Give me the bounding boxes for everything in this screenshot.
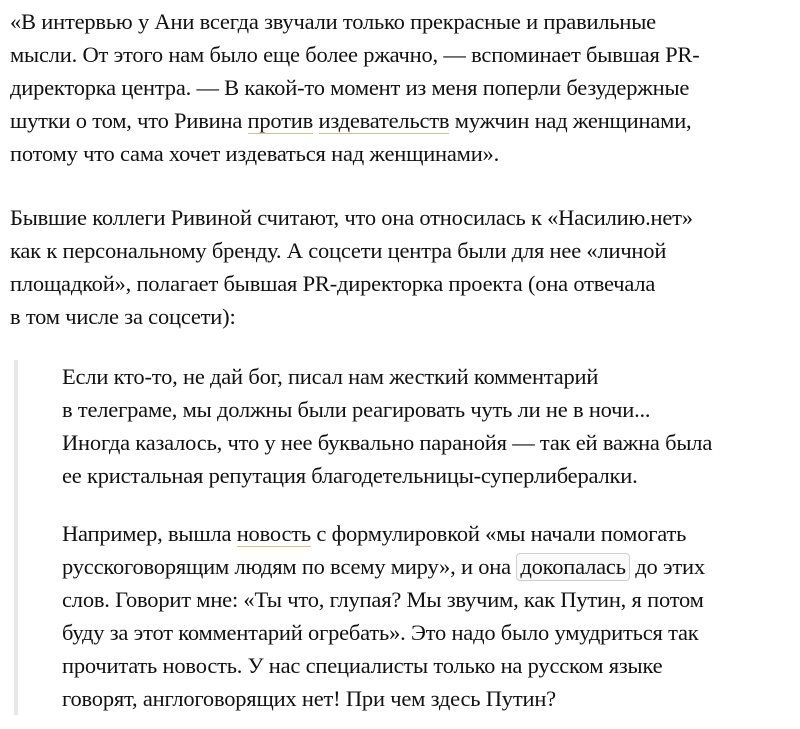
text-line xyxy=(10,267,800,300)
article-body xyxy=(10,5,800,715)
highlighted-word[interactable]: докопалась xyxy=(516,553,629,581)
quote-paragraph xyxy=(62,360,800,492)
text-line xyxy=(10,5,800,38)
paragraph xyxy=(10,5,800,170)
text-line xyxy=(62,393,800,426)
text-run: Если кто-то, не дай бог, писал нам жесткий комментарий xyxy=(62,364,599,389)
text-line xyxy=(62,583,800,616)
text-line xyxy=(62,426,800,459)
text-run: мысли. От этого нам было еще более ржачно, — вспоминает бывшая PR- xyxy=(10,42,700,67)
text-line xyxy=(10,300,800,333)
text-line xyxy=(10,104,800,137)
text-run: прочитать новость. У нас специалисты только на русском языке xyxy=(62,653,663,678)
text-run: Иногда казалось, что у нее буквально паранойя — так ей важна была xyxy=(62,430,713,455)
paragraph xyxy=(10,201,800,333)
text-run: до этих xyxy=(629,554,705,579)
text-run: потому что сама хочет издеваться над женщинами». xyxy=(10,141,500,166)
text-line xyxy=(10,234,800,267)
text-run: шутки о том, что Ривина xyxy=(10,108,248,133)
text-run: русскоговорящим людям по всему миру», и она xyxy=(62,554,517,579)
text-line xyxy=(62,682,800,715)
text-line xyxy=(62,360,800,393)
text-run: как к персональному бренду. А соцсети центра были для нее «личной xyxy=(10,238,667,263)
text-line xyxy=(10,137,800,170)
blockquote xyxy=(14,360,800,715)
inline-link[interactable]: против xyxy=(247,108,314,133)
inline-link[interactable]: издевательств xyxy=(318,108,450,133)
text-run: в том числе за соцсети): xyxy=(10,304,236,329)
text-run: Например, вышла xyxy=(62,521,237,546)
text-run: директорка центра. — В какой-то момент из меня поперли безудержные xyxy=(10,75,690,100)
text-run: с формулировкой «мы начали помогать xyxy=(310,521,687,546)
text-line xyxy=(10,201,800,234)
inline-link[interactable]: новость xyxy=(236,521,311,546)
text-line xyxy=(62,517,800,550)
article-paragraphs xyxy=(10,5,800,333)
text-line xyxy=(10,38,800,71)
text-run: слов. Говорит мне: «Ты что, глупая? Мы звучим, как Путин, я потом xyxy=(62,587,704,612)
text-run: буду за этот комментарий огребать». Это надо было умудриться так xyxy=(62,620,699,645)
text-run: «В интервью у Ани всегда звучали только прекрасные и правильные xyxy=(10,9,656,34)
text-run: в телеграме, мы должны были реагировать чуть ли не в ночи... xyxy=(62,397,651,422)
text-run: говорят, англоговорящих нет! При чем здесь Путин? xyxy=(62,686,556,711)
text-run: ее кристальная репутация благодетельницы-суперлибералки. xyxy=(62,463,638,488)
quote-paragraph xyxy=(62,517,800,715)
text-line xyxy=(62,616,800,649)
text-line xyxy=(62,649,800,682)
text-line xyxy=(62,550,800,583)
text-line xyxy=(62,459,800,492)
text-run: площадкой», полагает бывшая PR-директорка проекта (она отвечала xyxy=(10,271,656,296)
text-line xyxy=(10,71,800,104)
text-run: мужчин над женщинами, xyxy=(449,108,692,133)
text-run: Бывшие коллеги Ривиной считают, что она относилась к «Насилию.нет» xyxy=(10,205,693,230)
